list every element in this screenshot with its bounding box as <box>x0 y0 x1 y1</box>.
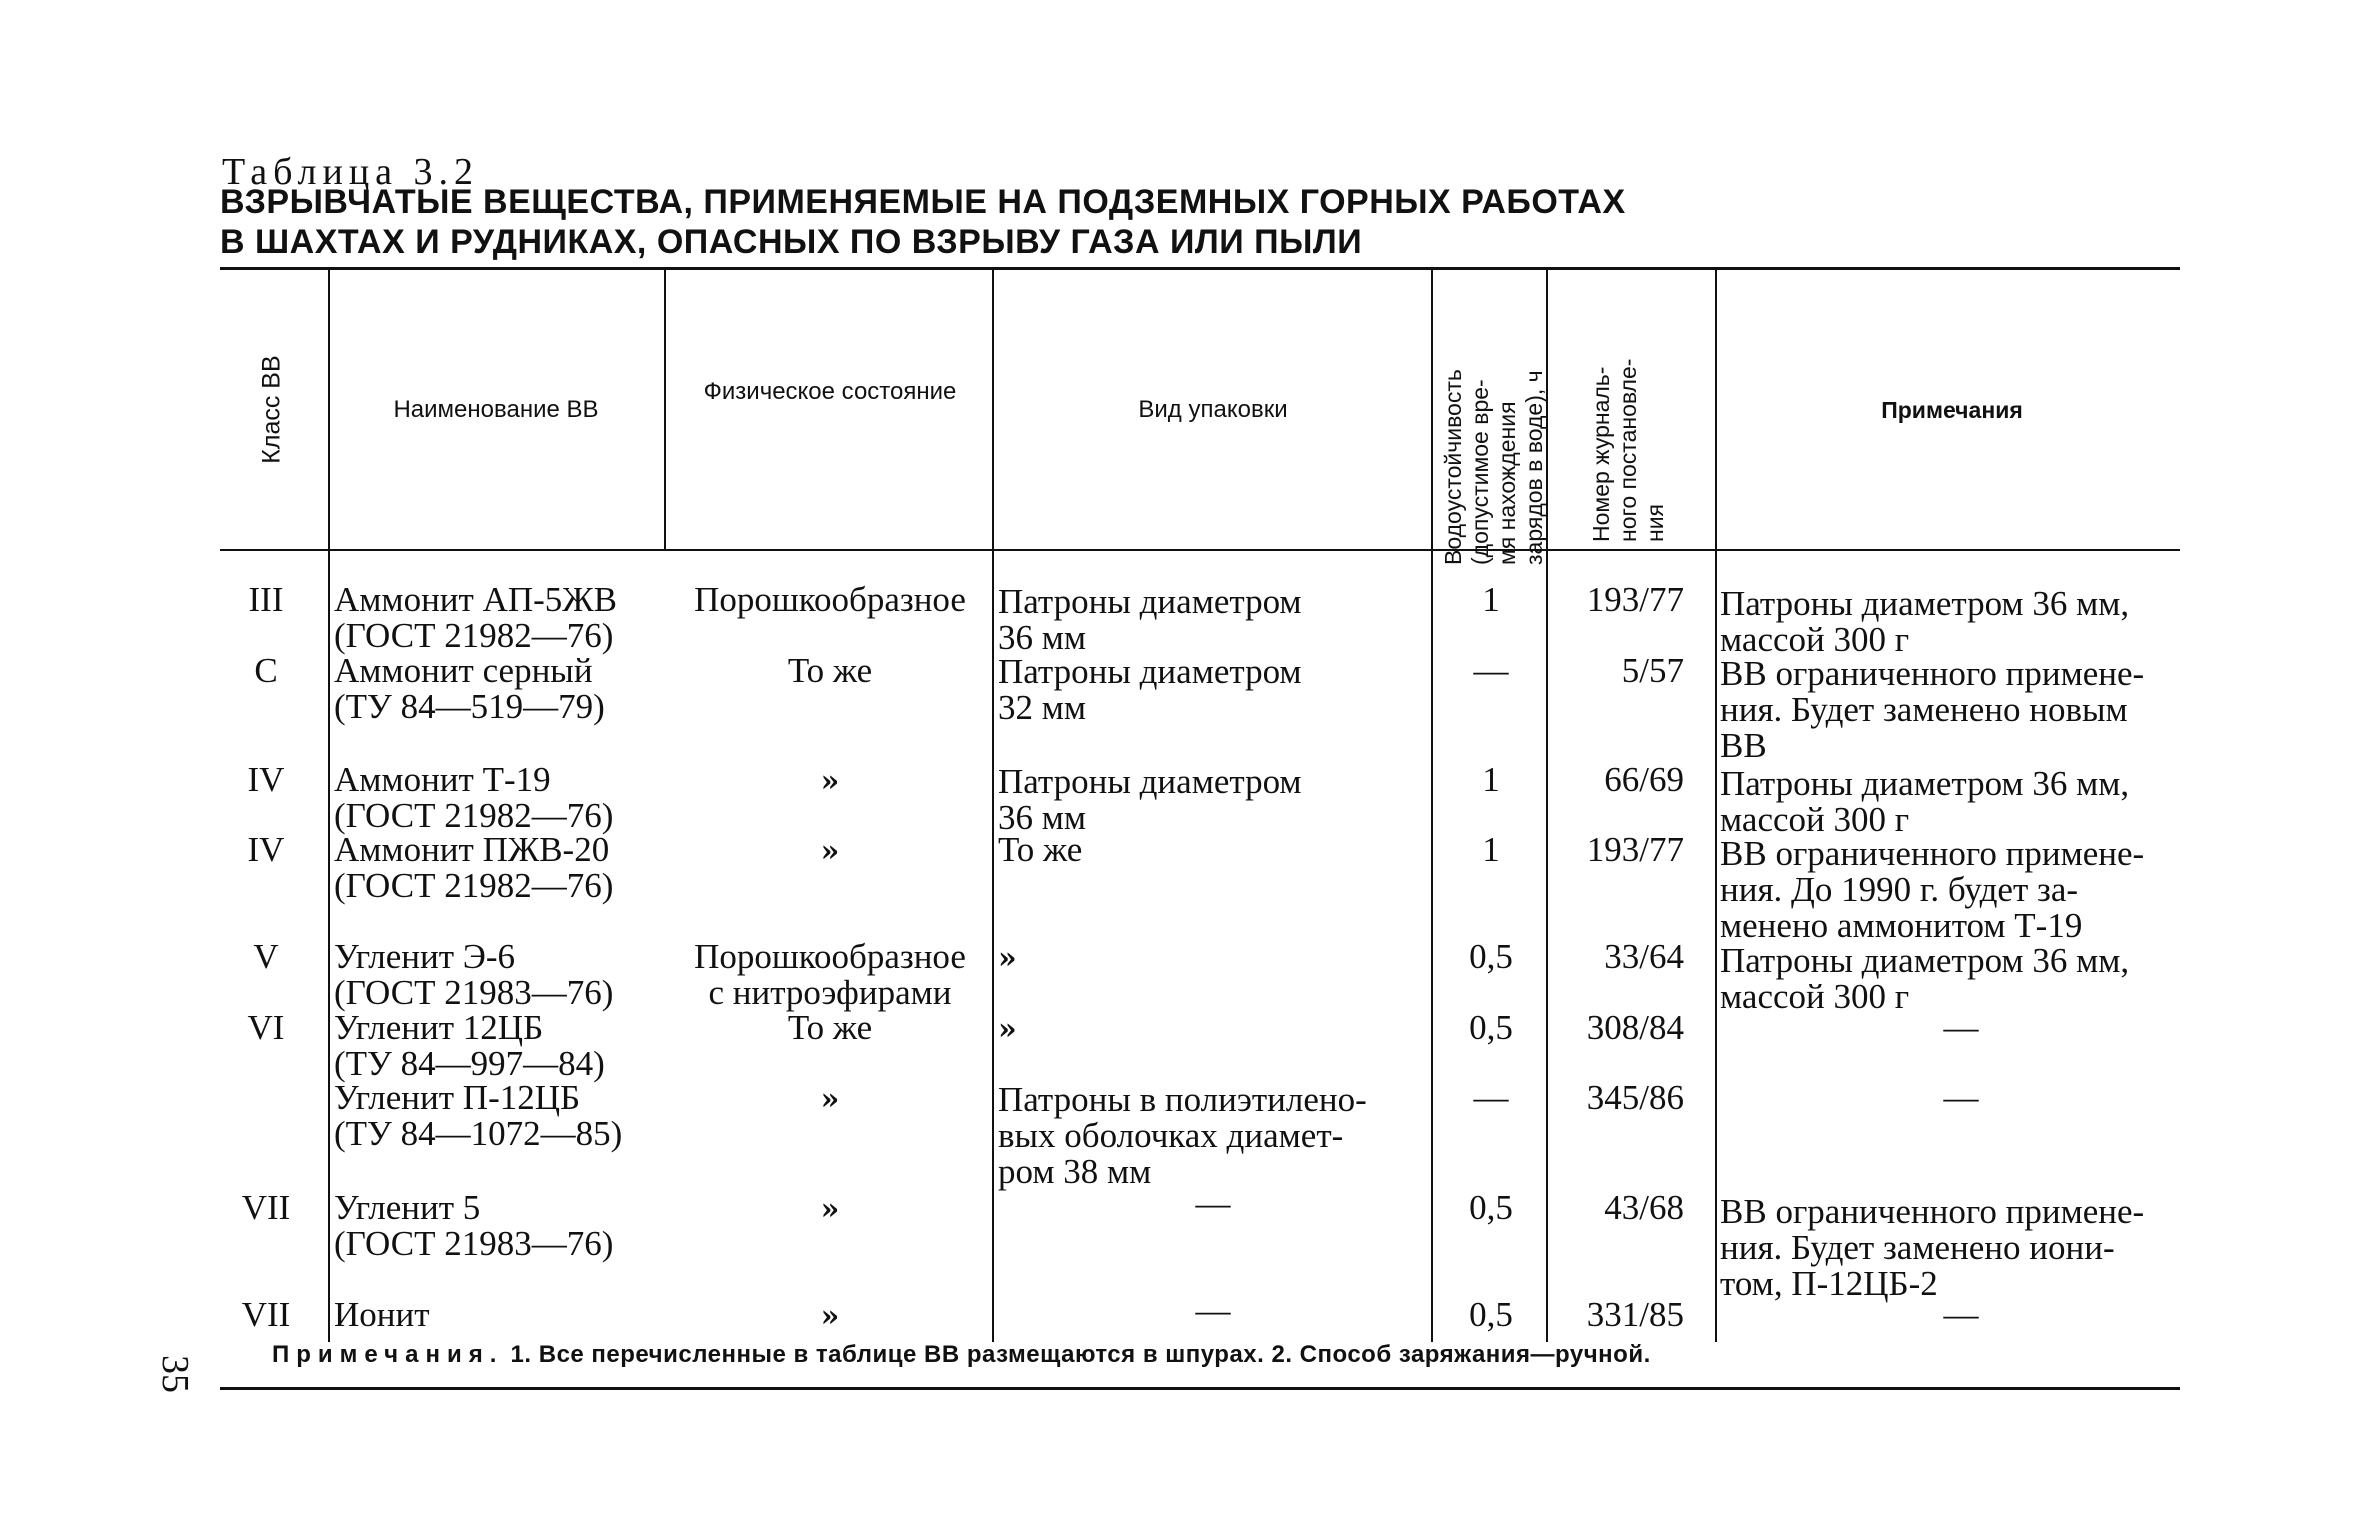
row-7-packaging: Патроны в полиэтилено- вых оболочках диамет- ром 38 мм <box>998 1080 1367 1191</box>
header-water-resistance <box>1440 305 1547 565</box>
row-8-class: VII <box>241 1188 291 1227</box>
header-bottom-rule <box>220 549 2180 551</box>
row-3-water: 1 <box>1482 760 1500 799</box>
row-8-number: 43/68 <box>1604 1188 1684 1227</box>
row-1-packaging: Патроны диаметром 36 мм <box>998 582 1302 657</box>
header-class: Класс ВВ <box>257 355 286 464</box>
column-divider <box>1715 269 1717 1342</box>
row-1-state: Порошкообразное <box>694 580 966 619</box>
page-number: 35 <box>154 1355 196 1393</box>
row-7-water: — <box>1473 1078 1509 1117</box>
row-9-water: 0,5 <box>1469 1295 1513 1334</box>
row-5-state: Порошкообразное с нитроэфирами <box>694 937 966 1012</box>
header-journal-number <box>1588 282 1672 542</box>
header-name: Наименование ВВ <box>393 396 599 423</box>
row-3-packaging: Патроны диаметром 36 мм <box>998 762 1302 837</box>
row-6-packaging: » <box>998 1012 1017 1047</box>
row-7-number: 345/86 <box>1586 1078 1684 1117</box>
row-7-notes: — <box>1943 1078 1979 1117</box>
row-6-number: 308/84 <box>1586 1008 1684 1047</box>
row-2-notes: ВВ ограниченного примене- ния. Будет заменено новым ВВ <box>1720 654 2145 765</box>
row-2-water: — <box>1473 651 1509 690</box>
row-4-state: » <box>820 834 840 869</box>
row-9-notes: — <box>1943 1295 1979 1334</box>
row-1-number: 193/77 <box>1586 580 1684 619</box>
row-9-packaging: — <box>1195 1291 1231 1330</box>
row-8-name: Угленит 5 (ГОСТ 21983—76) <box>334 1188 614 1263</box>
header-number-line: ния <box>1642 503 1668 542</box>
footnote-text: 1. Все перечисленные в таблице ВВ размещаются в шпурах. 2. Способ заряжания—ручной. <box>510 1341 1651 1368</box>
row-4-name: Аммонит ПЖВ-20 (ГОСТ 21982—76) <box>334 830 614 905</box>
row-8-notes: ВВ ограниченного примене- ния. Будет заменено иони- том, П-12ЦБ-2 <box>1720 1192 2145 1303</box>
row-5-number: 33/64 <box>1604 937 1684 976</box>
row-8-state: » <box>820 1192 840 1227</box>
row-1-name: Аммонит АП-5ЖВ (ГОСТ 21982—76) <box>334 580 617 655</box>
row-1-class: III <box>248 580 284 619</box>
row-9-number: 331/85 <box>1586 1295 1684 1334</box>
header-water-line: зарядов в воде), ч <box>1521 370 1547 565</box>
row-2-packaging: Патроны диаметром 32 мм <box>998 652 1302 727</box>
row-3-number: 66/69 <box>1604 760 1684 799</box>
row-6-class: VI <box>247 1008 285 1047</box>
column-divider <box>328 269 330 1342</box>
header-number-line: Номер журналь- <box>1588 366 1614 542</box>
table-footnote <box>272 1341 1651 1369</box>
row-2-number: 5/57 <box>1621 651 1684 690</box>
table-title-line-1: ВЗРЫВЧАТЫЕ ВЕЩЕСТВА, ПРИМЕНЯЕМЫЕ НА ПОДЗЕМНЫХ ГОРНЫХ РАБОТАХ <box>220 183 1626 221</box>
row-2-state: То же <box>787 651 873 690</box>
row-5-name: Угленит Э-6 (ГОСТ 21983—76) <box>334 937 614 1012</box>
table-top-rule <box>220 267 2180 270</box>
row-4-number: 193/77 <box>1586 830 1684 869</box>
row-7-name: Угленит П-12ЦБ (ТУ 84—1072—85) <box>334 1078 623 1153</box>
row-8-packaging: — <box>1195 1184 1231 1223</box>
row-3-state: » <box>820 764 840 799</box>
row-4-class: IV <box>247 830 285 869</box>
header-water-line: (допустимое вре- <box>1467 379 1493 565</box>
row-5-class: V <box>253 937 279 976</box>
row-6-notes: — <box>1943 1008 1979 1047</box>
row-2-class: С <box>254 651 278 690</box>
column-divider <box>992 269 994 1342</box>
row-9-class: VII <box>241 1295 291 1334</box>
column-divider <box>1431 269 1433 1342</box>
row-6-name: Угленит 12ЦБ (ТУ 84—997—84) <box>334 1008 605 1083</box>
table-bottom-rule <box>220 1387 2180 1390</box>
header-water-line: Водоустойчивость <box>1440 369 1466 565</box>
header-state: Физическое состояние <box>703 378 957 405</box>
row-5-notes: Патроны диаметром 36 мм, массой 300 г <box>1720 941 2130 1016</box>
row-1-notes: Патроны диаметром 36 мм, массой 300 г <box>1720 584 2130 659</box>
footnote-label: Примечания. <box>272 1341 504 1368</box>
row-4-notes: ВВ ограниченного примене- ния. До 1990 г. будет за- менено аммонитом Т-19 <box>1720 834 2145 945</box>
table-label: Таблица 3.2 <box>222 151 480 193</box>
table-title-line-2: В ШАХТАХ И РУДНИКАХ, ОПАСНЫХ ПО ВЗРЫВУ ГАЗА ИЛИ ПЫЛИ <box>220 223 1363 261</box>
row-3-name: Аммонит Т-19 (ГОСТ 21982—76) <box>334 760 614 835</box>
row-4-packaging: То же <box>998 830 1083 869</box>
row-9-state: » <box>820 1299 840 1334</box>
row-4-water: 1 <box>1482 830 1500 869</box>
header-number-line: ного постановле- <box>1615 358 1641 542</box>
row-9-name: Ионит <box>334 1295 430 1334</box>
column-divider <box>664 269 666 550</box>
row-7-state: » <box>820 1082 840 1117</box>
row-1-water: 1 <box>1482 580 1500 619</box>
row-2-name: Аммонит серный (ТУ 84—519—79) <box>334 651 605 726</box>
header-notes: Примечания <box>1881 397 2023 423</box>
header-packaging: Вид упаковки <box>1138 396 1288 423</box>
row-5-packaging: » <box>998 941 1017 976</box>
row-6-water: 0,5 <box>1469 1008 1513 1047</box>
row-5-water: 0,5 <box>1469 937 1513 976</box>
table-title <box>220 182 1626 262</box>
row-3-notes: Патроны диаметром 36 мм, массой 300 г <box>1720 764 2130 839</box>
row-3-class: IV <box>247 760 285 799</box>
header-water-line: мя нахождения <box>1494 401 1520 565</box>
row-6-state: То же <box>787 1008 873 1047</box>
row-8-water: 0,5 <box>1469 1188 1513 1227</box>
